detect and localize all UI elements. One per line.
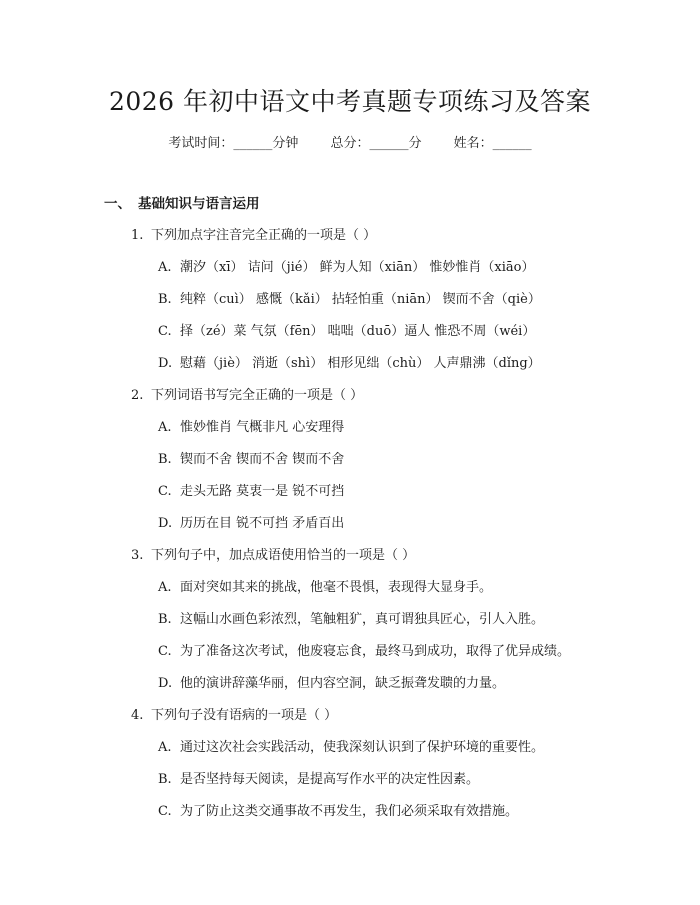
option-text: 潮汐（xī） 诘问（jié） 鲜为人知（xiān） 惟妙惟肖（xiāo） [180, 260, 535, 275]
option-2c [158, 480, 344, 499]
exam-time-blank: ______ [233, 136, 273, 151]
exam-time-field [168, 132, 298, 151]
option-label: B. [158, 292, 172, 307]
option-text: 是否坚持每天阅读，是提高写作水平的决定性因素。 [180, 772, 480, 787]
question-2 [131, 384, 363, 403]
option-text: 这幅山水画色彩浓烈，笔触粗犷，真可谓独具匠心，引人入胜。 [180, 612, 545, 627]
question-text: 下列加点字注音完全正确的一项是（ ） [151, 228, 377, 243]
option-text: 为了防止这类交通事故不再发生，我们必须采取有效措施。 [180, 804, 519, 819]
name-label: 姓名： [453, 136, 493, 151]
option-2d [158, 512, 344, 531]
option-text: 面对突如其来的挑战，他毫不畏惧，表现得大显身手。 [180, 580, 493, 595]
option-2a [158, 416, 344, 435]
option-text: 走头无路 莫衷一是 锐不可挡 [180, 484, 345, 499]
option-label: A. [158, 260, 172, 275]
name-field [454, 132, 532, 151]
question-text: 下列句子没有语病的一项是（ ） [151, 708, 338, 723]
option-1d [158, 352, 541, 371]
exam-info-line [0, 132, 700, 151]
option-3c [158, 640, 570, 659]
option-text: 择（zé）菜 气氛（fēn） 咄咄（duō）逼人 惟恐不周（wéi） [180, 324, 536, 339]
question-4 [131, 704, 337, 723]
option-label: B. [158, 452, 172, 467]
exam-time-label: 考试时间： [168, 136, 234, 151]
option-4b [158, 768, 479, 787]
question-text: 下列句子中，加点成语使用恰当的一项是（ ） [151, 548, 416, 563]
option-text: 通过这次社会实践活动，使我深刻认识到了保护环境的重要性。 [180, 740, 545, 755]
option-text: 他的演讲辞藻华丽，但内容空洞，缺乏振聋发聩的力量。 [180, 676, 506, 691]
option-text: 历历在目 锐不可挡 矛盾百出 [180, 516, 345, 531]
option-1b [158, 288, 541, 307]
option-label: D. [158, 676, 173, 691]
option-3a [158, 576, 492, 595]
option-4a [158, 736, 544, 755]
option-3b [158, 608, 544, 627]
option-text: 为了准备这次考试，他废寝忘食，最终马到成功，取得了优异成绩。 [180, 644, 571, 659]
option-2b [158, 448, 344, 467]
question-number: 3. [131, 548, 144, 563]
option-label: B. [158, 612, 172, 627]
total-score-field [330, 132, 421, 151]
option-label: C. [158, 804, 172, 819]
total-score-blank: ______ [369, 136, 409, 151]
option-label: D. [158, 516, 173, 531]
option-label: A. [158, 740, 172, 755]
option-label: A. [158, 420, 172, 435]
section-number: 一、 [104, 196, 131, 212]
option-4c [158, 800, 518, 819]
section-title: 基础知识与语言运用 [138, 196, 260, 212]
option-text: 慰藉（jiè） 消逝（shì） 相形见绌（chù） 人声鼎沸（dǐng） [180, 356, 541, 371]
option-3d [158, 672, 505, 691]
option-1a [158, 256, 534, 275]
question-number: 2. [131, 388, 144, 403]
option-label: C. [158, 484, 172, 499]
question-1 [131, 224, 376, 243]
name-blank: ______ [492, 136, 532, 151]
exam-time-unit: 分钟 [272, 136, 299, 151]
section-heading [104, 192, 260, 212]
question-text: 下列词语书写完全正确的一项是（ ） [151, 388, 364, 403]
question-number: 1. [131, 228, 144, 243]
question-3 [131, 544, 415, 563]
option-label: D. [158, 356, 173, 371]
total-score-unit: 分 [408, 136, 422, 151]
option-text: 惟妙惟肖 气概非凡 心安理得 [180, 420, 345, 435]
option-label: B. [158, 772, 172, 787]
option-label: C. [158, 324, 172, 339]
option-text: 锲而不舍 锲而不舍 锲而不舍 [180, 452, 345, 467]
option-label: A. [158, 580, 172, 595]
option-text: 纯粹（cuì） 感慨（kǎi） 拈轻怕重（niān） 锲而不舍（qiè） [180, 292, 541, 307]
total-score-label: 总分： [330, 136, 370, 151]
option-label: C. [158, 644, 172, 659]
question-number: 4. [131, 708, 144, 723]
option-1c [158, 320, 535, 339]
page-title: 2026 年初中语文中考真题专项练习及答案 [108, 87, 592, 116]
